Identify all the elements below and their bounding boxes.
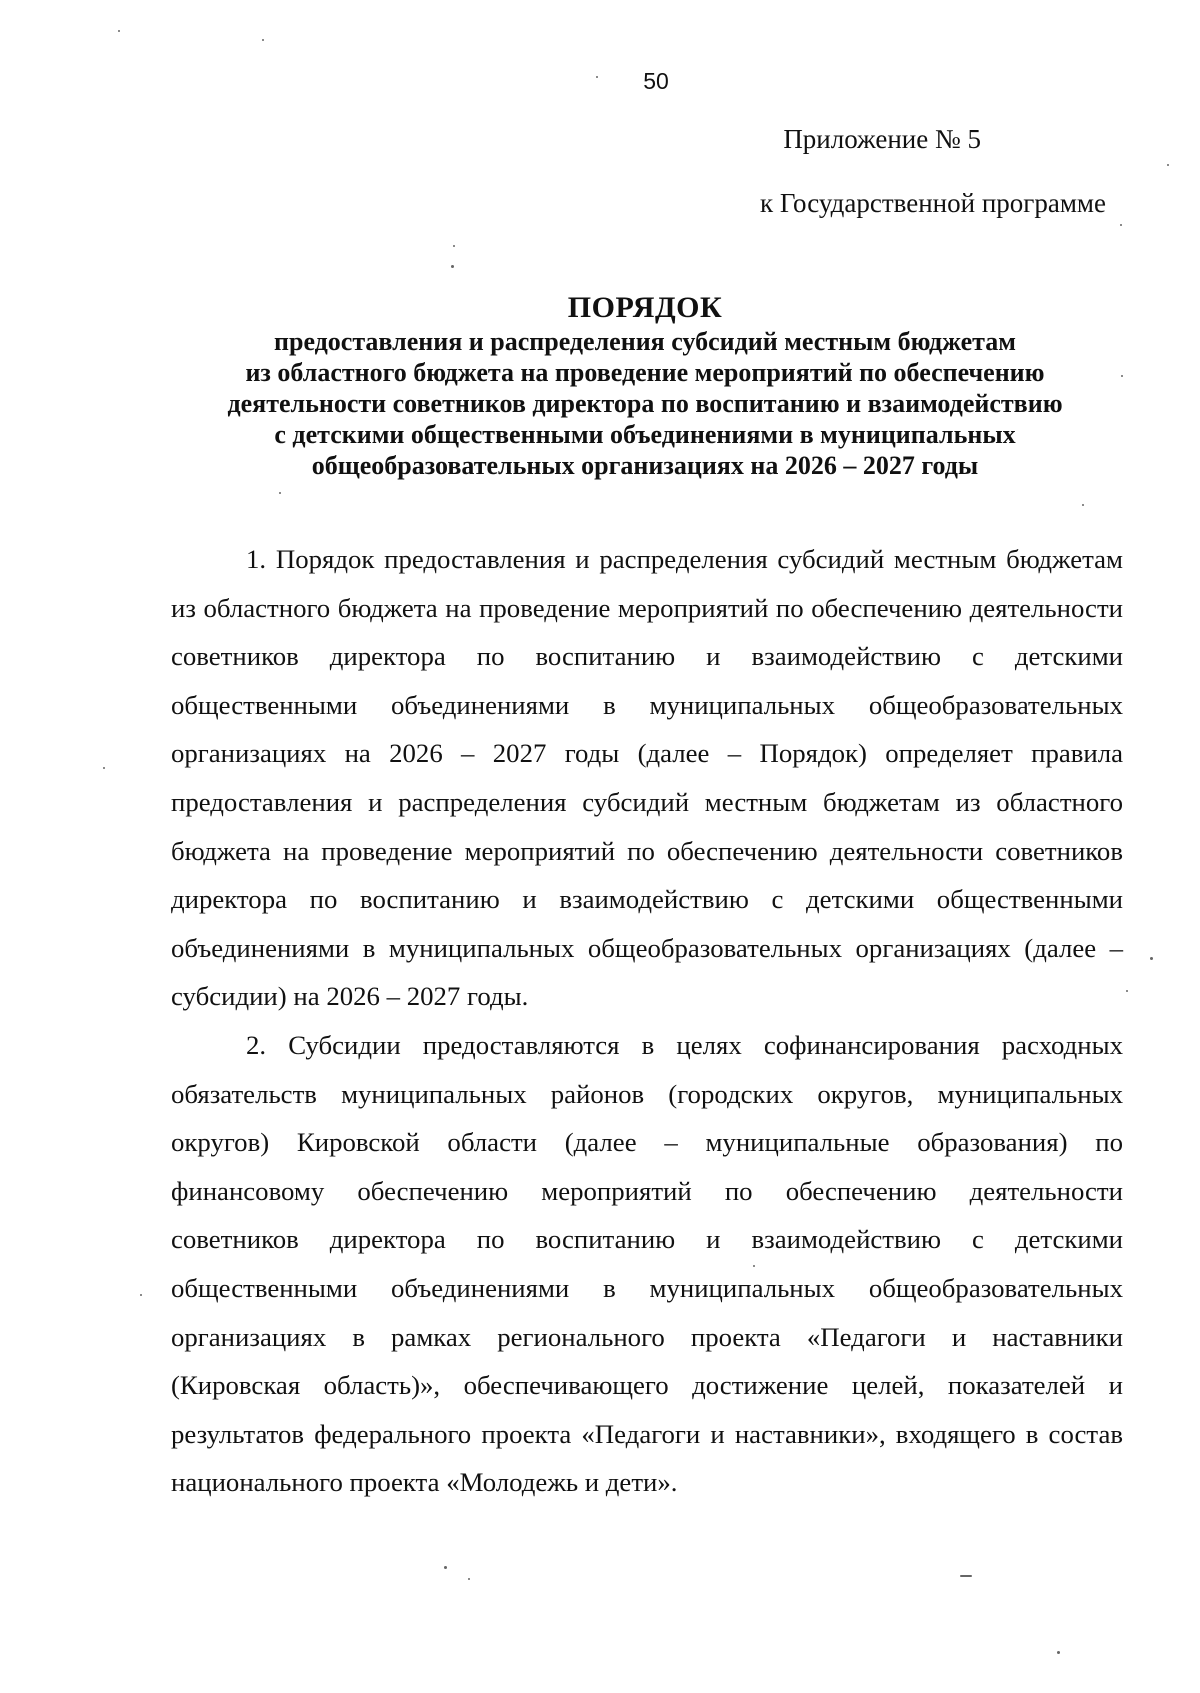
scan-speck (279, 492, 281, 494)
scan-speck (140, 1294, 142, 1296)
paragraph-1: 1. Порядок предоставления и распределения субсидий местным бюджетам из областного бюджета на проведение мероприятий по обеспечению деятельности советников директора по воспитанию и взаимодействию с детскими общественными объединениями в муниципальных общеобразовательных организациях на 2026 – 2027 годы (далее – Порядок) определяет правила предоставления и распределения субсидий местным бюджетам из областного бюджета на проведение мероприятий по обеспечению деятельности советников директора по воспитанию и взаимодействию с детскими общественными объединениями в муниципальных общеобразовательных организациях (далее – субсидии) на 2026 – 2027 годы. (171, 544, 1123, 1012)
paragraph-2: 2. Субсидии предоставляются в целях софинансирования расходных обязательств муниципальных районов (городских округов, муниципальных округов) Кировской области (далее – муниципальные образования) по финансовому обеспечению мероприятий по обеспечению деятельности советников директора по воспитанию и взаимодействию с детскими общественными объединениями в муниципальных общеобразовательных организациях в рамках регионального проекта «Педагоги и наставники (Кировская область)», обеспечивающего достижение целей, показателей и результатов федерального проекта «Педагоги и наставники», входящего в состав национального проекта «Молодежь и дети». (171, 1029, 1123, 1498)
scan-speck (118, 30, 120, 32)
scan-speck (753, 1265, 755, 1267)
scan-speck (262, 39, 264, 41)
scan-speck (1121, 375, 1123, 377)
scan-speck (468, 1578, 470, 1580)
subtitle-line: с детскими общественными объединениями в муниципальных (274, 420, 1016, 449)
appendix-reference: к Государственной программе (759, 188, 1106, 218)
scan-speck (596, 76, 598, 78)
scan-speck (960, 1575, 972, 1577)
subtitle-line: деятельности советников директора по воспитанию и взаимодействию (227, 389, 1063, 418)
subtitle-line: предоставления и распределения субсидий местным бюджетам (274, 327, 1016, 356)
document-heading (160, 291, 1130, 481)
scan-speck (1057, 1651, 1060, 1654)
scan-speck (451, 265, 454, 268)
document-subtitle (160, 326, 1130, 481)
subtitle-line: общеобразовательных организациях на 2026 – 2027 годы (311, 451, 979, 480)
scan-speck (453, 245, 455, 247)
document-title: ПОРЯДОК (567, 291, 723, 324)
scan-speck (103, 767, 105, 769)
scan-speck (1126, 990, 1128, 992)
document-body (171, 535, 1123, 1507)
scan-speck (444, 1566, 447, 1569)
scan-speck (1120, 224, 1122, 226)
appendix-number: Приложение № 5 (783, 124, 981, 154)
subtitle-line: из областного бюджета на проведение мероприятий по обеспечению (245, 358, 1045, 387)
scan-speck (1082, 504, 1084, 506)
scan-speck (1167, 164, 1169, 166)
scan-speck (1150, 957, 1153, 960)
page-number: 50 (643, 68, 669, 94)
